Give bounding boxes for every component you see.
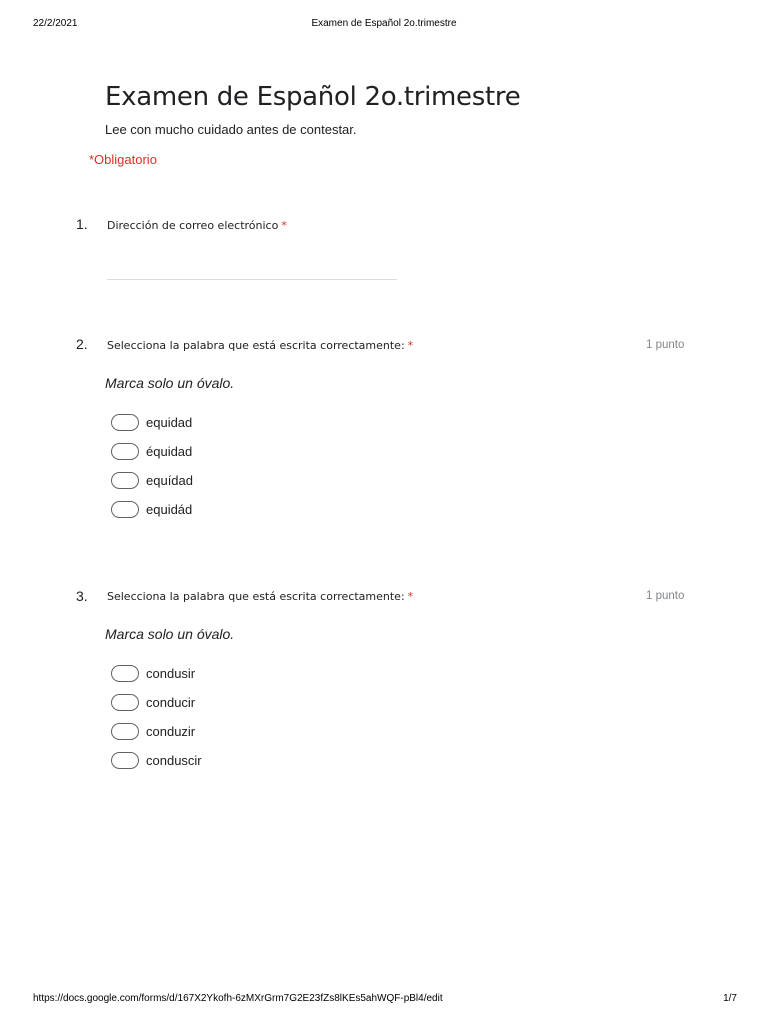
question-3-title-text: Selecciona la palabra que está escrita correctamente: xyxy=(107,590,405,603)
question-3-option-1[interactable] xyxy=(111,663,195,683)
required-star: * xyxy=(407,590,414,603)
question-1-title-text: Dirección de correo electrónico xyxy=(107,219,279,232)
print-footer xyxy=(0,993,768,1007)
question-2-title xyxy=(107,339,413,352)
question-3-option-4[interactable] xyxy=(111,750,202,770)
required-note: *Obligatorio xyxy=(89,152,157,167)
print-header xyxy=(0,18,768,32)
radio-oval[interactable] xyxy=(111,414,139,431)
option-label: conducir xyxy=(146,694,196,710)
question-2-points: 1 punto xyxy=(646,339,685,351)
radio-oval[interactable] xyxy=(111,501,139,518)
print-page-number: 1/7 xyxy=(723,993,737,1004)
print-url: https://docs.google.com/forms/d/167X2Ykofh-6zMXrGrm7G2E23fZs8lKEs5ahWQF-pBl4/edit xyxy=(33,993,443,1004)
form-title: Examen de Español 2o.trimestre xyxy=(105,82,521,112)
option-label: conduzir xyxy=(146,723,196,739)
email-answer-field[interactable] xyxy=(107,279,397,280)
question-3-number: 3. xyxy=(76,588,88,604)
required-star: * xyxy=(407,339,414,352)
form-description: Lee con mucho cuidado antes de contestar. xyxy=(105,122,357,137)
print-date: 22/2/2021 xyxy=(33,18,78,29)
question-2-title-text: Selecciona la palabra que está escrita correctamente: xyxy=(107,339,405,352)
question-3-option-2[interactable] xyxy=(111,692,195,712)
radio-oval[interactable] xyxy=(111,665,139,682)
question-2-option-1[interactable] xyxy=(111,412,192,432)
option-label: equidád xyxy=(146,501,193,517)
radio-oval[interactable] xyxy=(111,694,139,711)
question-3-option-3[interactable] xyxy=(111,721,195,741)
question-3-hint: Marca solo un óvalo. xyxy=(105,626,235,642)
radio-oval[interactable] xyxy=(111,752,139,769)
question-1-number: 1. xyxy=(76,216,88,232)
radio-oval[interactable] xyxy=(111,443,139,460)
question-1-title xyxy=(107,219,287,232)
option-label: equídad xyxy=(146,472,193,488)
question-3-title xyxy=(107,590,413,603)
question-3-points: 1 punto xyxy=(646,590,685,602)
option-label: equidad xyxy=(146,414,193,430)
question-2-number: 2. xyxy=(76,336,88,352)
required-star: * xyxy=(281,219,287,232)
option-label: conduscir xyxy=(146,752,202,768)
question-2-option-3[interactable] xyxy=(111,470,193,490)
question-2-hint: Marca solo un óvalo. xyxy=(105,375,235,391)
radio-oval[interactable] xyxy=(111,472,139,489)
question-2-option-2[interactable] xyxy=(111,441,192,461)
option-label: équidad xyxy=(146,443,193,459)
print-title: Examen de Español 2o.trimestre xyxy=(311,18,457,29)
option-label: condusir xyxy=(146,665,196,681)
question-2-option-4[interactable] xyxy=(111,499,192,519)
radio-oval[interactable] xyxy=(111,723,139,740)
